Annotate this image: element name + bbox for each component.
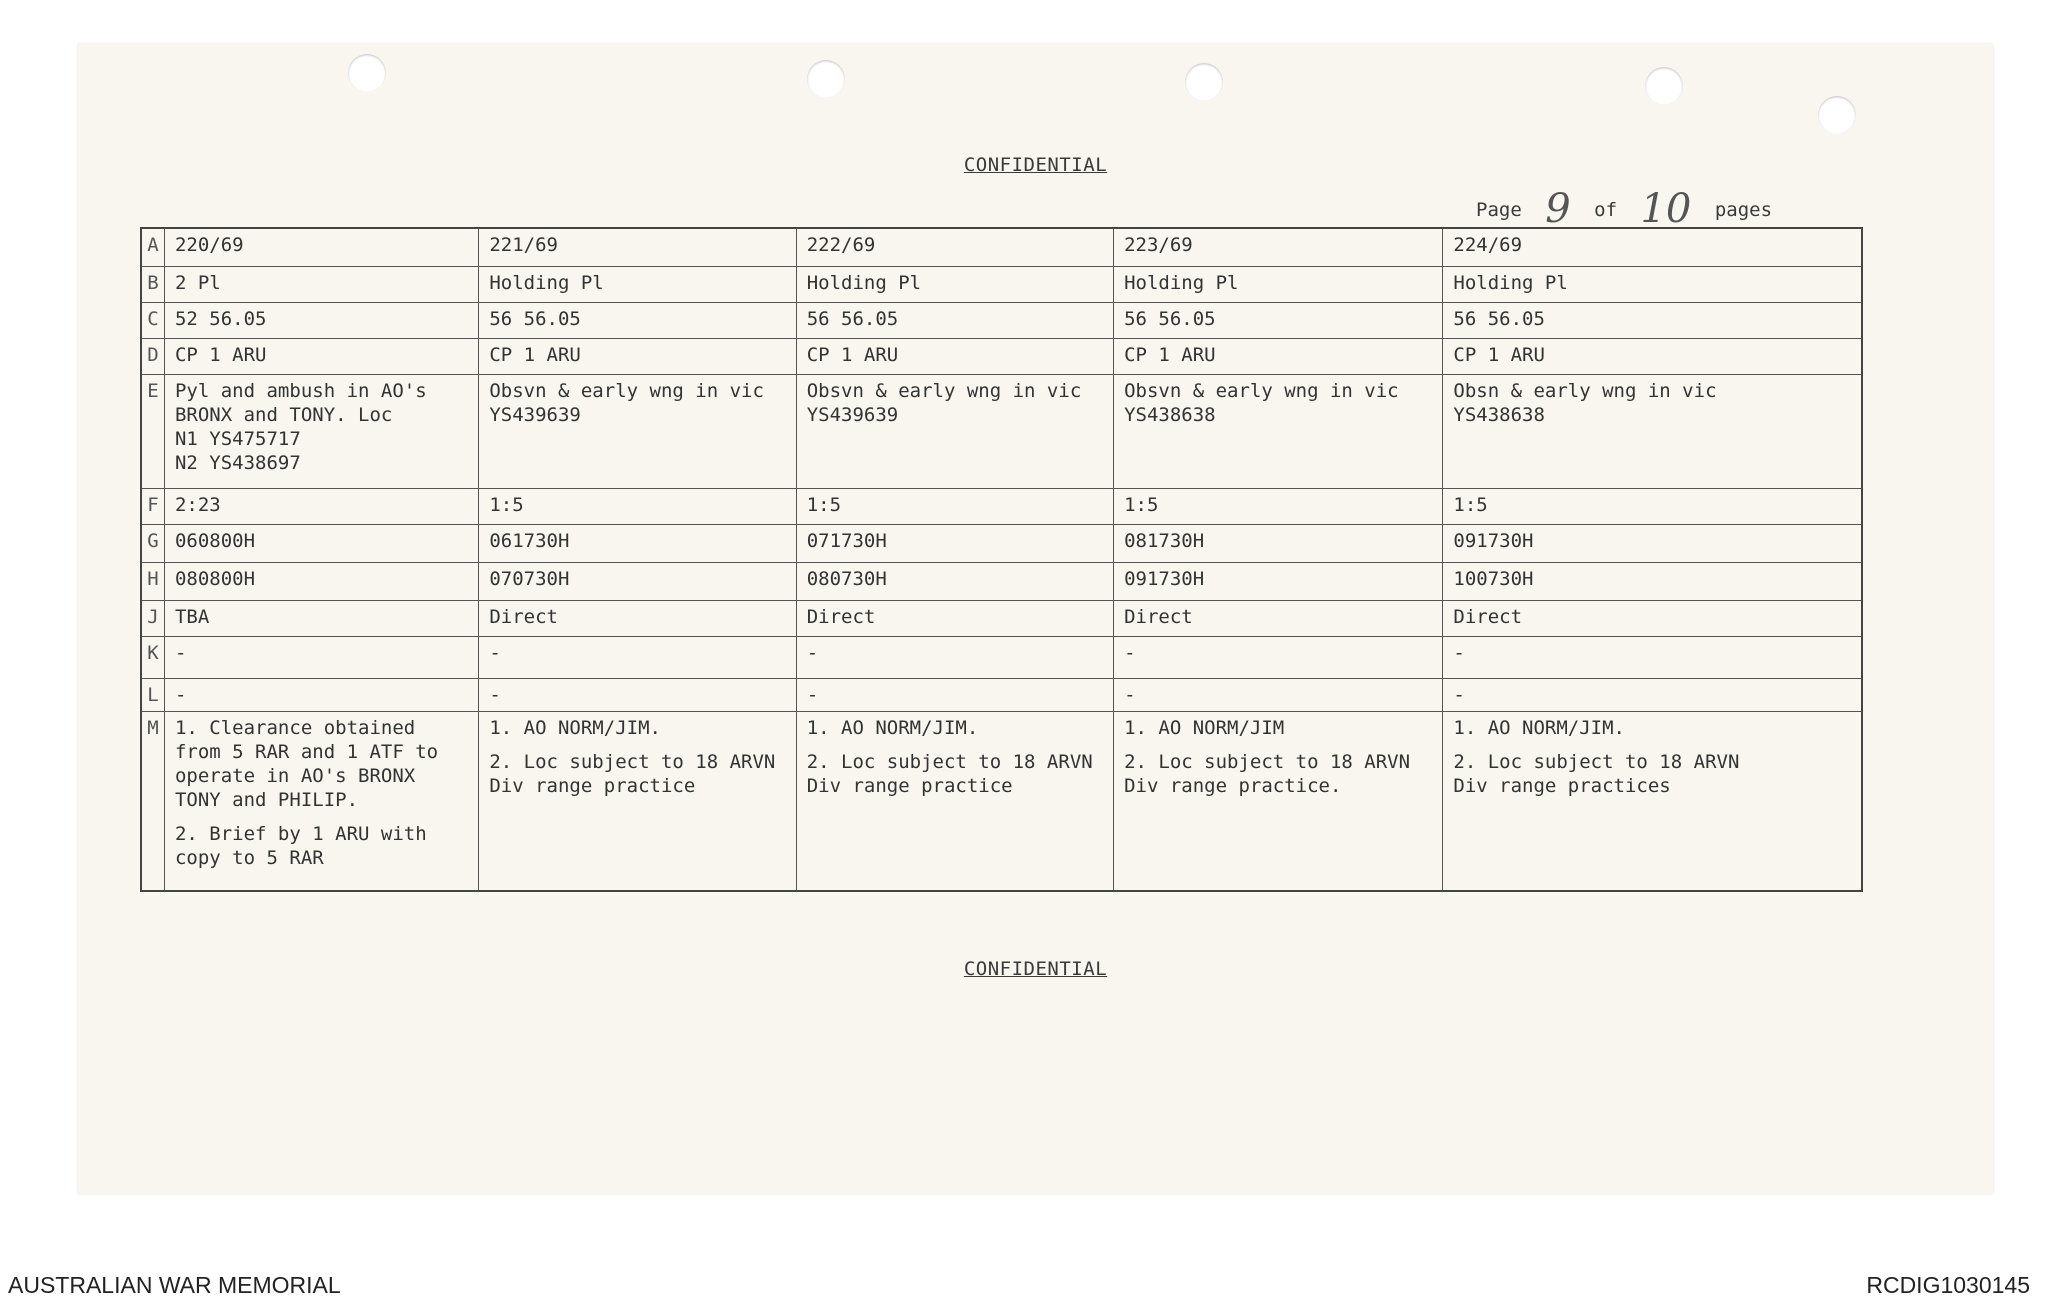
table-cell: CP 1 ARU xyxy=(1114,338,1443,374)
table-cell: 080800H xyxy=(164,562,478,600)
punch-hole xyxy=(1818,96,1856,134)
footer-right: RCDIG1030145 xyxy=(1866,1272,2030,1298)
punch-hole xyxy=(1645,67,1683,105)
row-label: L xyxy=(141,678,164,711)
table-cell: 100730H xyxy=(1443,562,1862,600)
table-cell: - xyxy=(1443,678,1862,711)
remark-2: 2. Loc subject to 18 ARVN Div range practice xyxy=(489,750,776,797)
table-cell: 091730H xyxy=(1114,562,1443,600)
table-cell: - xyxy=(479,678,796,711)
footer-left: AUSTRALIAN WAR MEMORIAL xyxy=(8,1272,341,1298)
remark-2: 2. Loc subject to 18 ARVN Div range practice. xyxy=(1124,750,1411,797)
page-indicator xyxy=(1476,186,1772,232)
row-label: G xyxy=(141,524,164,562)
page-total: 10 xyxy=(1640,186,1692,232)
table-cell: 223/69 xyxy=(1114,228,1443,266)
table-row xyxy=(141,678,1862,711)
table-row xyxy=(141,228,1862,266)
table-cell: Obsvn & early wng in vic YS439639 xyxy=(796,374,1113,488)
punch-hole xyxy=(348,54,386,92)
table-row xyxy=(141,374,1862,488)
table-cell: Holding Pl xyxy=(1443,266,1862,302)
row-label: H xyxy=(141,562,164,600)
table-cell: Direct xyxy=(1114,600,1443,636)
row-label: E xyxy=(141,374,164,488)
table-cell: Holding Pl xyxy=(796,266,1113,302)
table-cell: 224/69 xyxy=(1443,228,1862,266)
table-cell: - xyxy=(479,636,796,678)
operations-table xyxy=(140,227,1863,892)
table-cell: 070730H xyxy=(479,562,796,600)
table-row xyxy=(141,711,1862,891)
punch-hole xyxy=(807,60,845,98)
page-suffix: pages xyxy=(1714,199,1773,221)
table-cell: Direct xyxy=(1443,600,1862,636)
table-cell xyxy=(164,711,478,891)
remark-1: 1. AO NORM/JIM. xyxy=(806,716,979,739)
table-cell: 221/69 xyxy=(479,228,796,266)
table-cell xyxy=(1443,711,1862,891)
document-sheet xyxy=(78,44,1993,1194)
table-cell: Direct xyxy=(479,600,796,636)
remark-1: 1. AO NORM/JIM. xyxy=(1453,716,1625,739)
table-cell: Pyl and ambush in AO's BRONX and TONY. Loc N1 YS475717 N2 YS438697 xyxy=(164,374,478,488)
table-cell: 56 56.05 xyxy=(479,302,796,338)
table-cell: TBA xyxy=(164,600,478,636)
row-label: B xyxy=(141,266,164,302)
row-label: F xyxy=(141,488,164,524)
table-cell: 1:5 xyxy=(796,488,1113,524)
table-cell: 56 56.05 xyxy=(1443,302,1862,338)
table-cell: Direct xyxy=(796,600,1113,636)
table-row xyxy=(141,636,1862,678)
table-row xyxy=(141,302,1862,338)
table-cell: 081730H xyxy=(1114,524,1443,562)
classification-bottom: CONFIDENTIAL xyxy=(963,958,1108,980)
table-cell: - xyxy=(1114,678,1443,711)
table-cell: CP 1 ARU xyxy=(796,338,1113,374)
table-cell: 060800H xyxy=(164,524,478,562)
table-cell: 220/69 xyxy=(164,228,478,266)
row-label: C xyxy=(141,302,164,338)
table-cell: - xyxy=(164,636,478,678)
remark-2: 2. Brief by 1 ARU with copy to 5 RAR xyxy=(174,822,427,869)
table-cell: 1:5 xyxy=(1114,488,1443,524)
table-cell xyxy=(1114,711,1443,891)
table-row xyxy=(141,338,1862,374)
table-cell: Obsvn & early wng in vic YS439639 xyxy=(479,374,796,488)
table-row xyxy=(141,488,1862,524)
row-label: K xyxy=(141,636,164,678)
table-row xyxy=(141,266,1862,302)
table-cell: - xyxy=(1114,636,1443,678)
table-cell: 080730H xyxy=(796,562,1113,600)
punch-hole xyxy=(1185,63,1223,101)
table-cell: CP 1 ARU xyxy=(1443,338,1862,374)
table-cell: Holding Pl xyxy=(1114,266,1443,302)
page-number: 9 xyxy=(1545,186,1571,232)
table-cell: - xyxy=(796,636,1113,678)
table-cell: Obsvn & early wng in vic YS438638 xyxy=(1114,374,1443,488)
table-cell: CP 1 ARU xyxy=(479,338,796,374)
remark-1: 1. AO NORM/JIM. xyxy=(489,716,661,739)
table-cell: 061730H xyxy=(479,524,796,562)
table-cell: Holding Pl xyxy=(479,266,796,302)
table-cell: 091730H xyxy=(1443,524,1862,562)
table-cell: Obsn & early wng in vic YS438638 xyxy=(1443,374,1862,488)
remark-2: 2. Loc subject to 18 ARVN Div range practices xyxy=(1453,750,1740,797)
table-cell: 56 56.05 xyxy=(1114,302,1443,338)
table-cell xyxy=(796,711,1113,891)
row-label: A xyxy=(141,228,164,266)
table-cell: - xyxy=(796,678,1113,711)
table-cell: 2:23 xyxy=(164,488,478,524)
table-cell: - xyxy=(164,678,478,711)
table-cell: 071730H xyxy=(796,524,1113,562)
remark-2: 2. Loc subject to 18 ARVN Div range practice xyxy=(806,750,1093,797)
classification-top: CONFIDENTIAL xyxy=(963,154,1108,176)
table-cell: CP 1 ARU xyxy=(164,338,478,374)
table-row xyxy=(141,562,1862,600)
table-cell: 222/69 xyxy=(796,228,1113,266)
table-cell: 1:5 xyxy=(1443,488,1862,524)
table-row xyxy=(141,524,1862,562)
remark-1: 1. Clearance obtained from 5 RAR and 1 ATF to operate in AO's BRONX TONY and PHILIP. xyxy=(174,716,439,811)
table-cell: 1:5 xyxy=(479,488,796,524)
table-cell xyxy=(479,711,796,891)
row-label: D xyxy=(141,338,164,374)
page-prefix: Page xyxy=(1476,199,1522,221)
table-cell: 2 Pl xyxy=(164,266,478,302)
page-of: of xyxy=(1594,199,1618,221)
row-label: M xyxy=(141,711,164,891)
table-cell: 56 56.05 xyxy=(796,302,1113,338)
row-label: J xyxy=(141,600,164,636)
remark-1: 1. AO NORM/JIM xyxy=(1124,716,1285,739)
table-row xyxy=(141,600,1862,636)
table-cell: 52 56.05 xyxy=(164,302,478,338)
table-cell: - xyxy=(1443,636,1862,678)
